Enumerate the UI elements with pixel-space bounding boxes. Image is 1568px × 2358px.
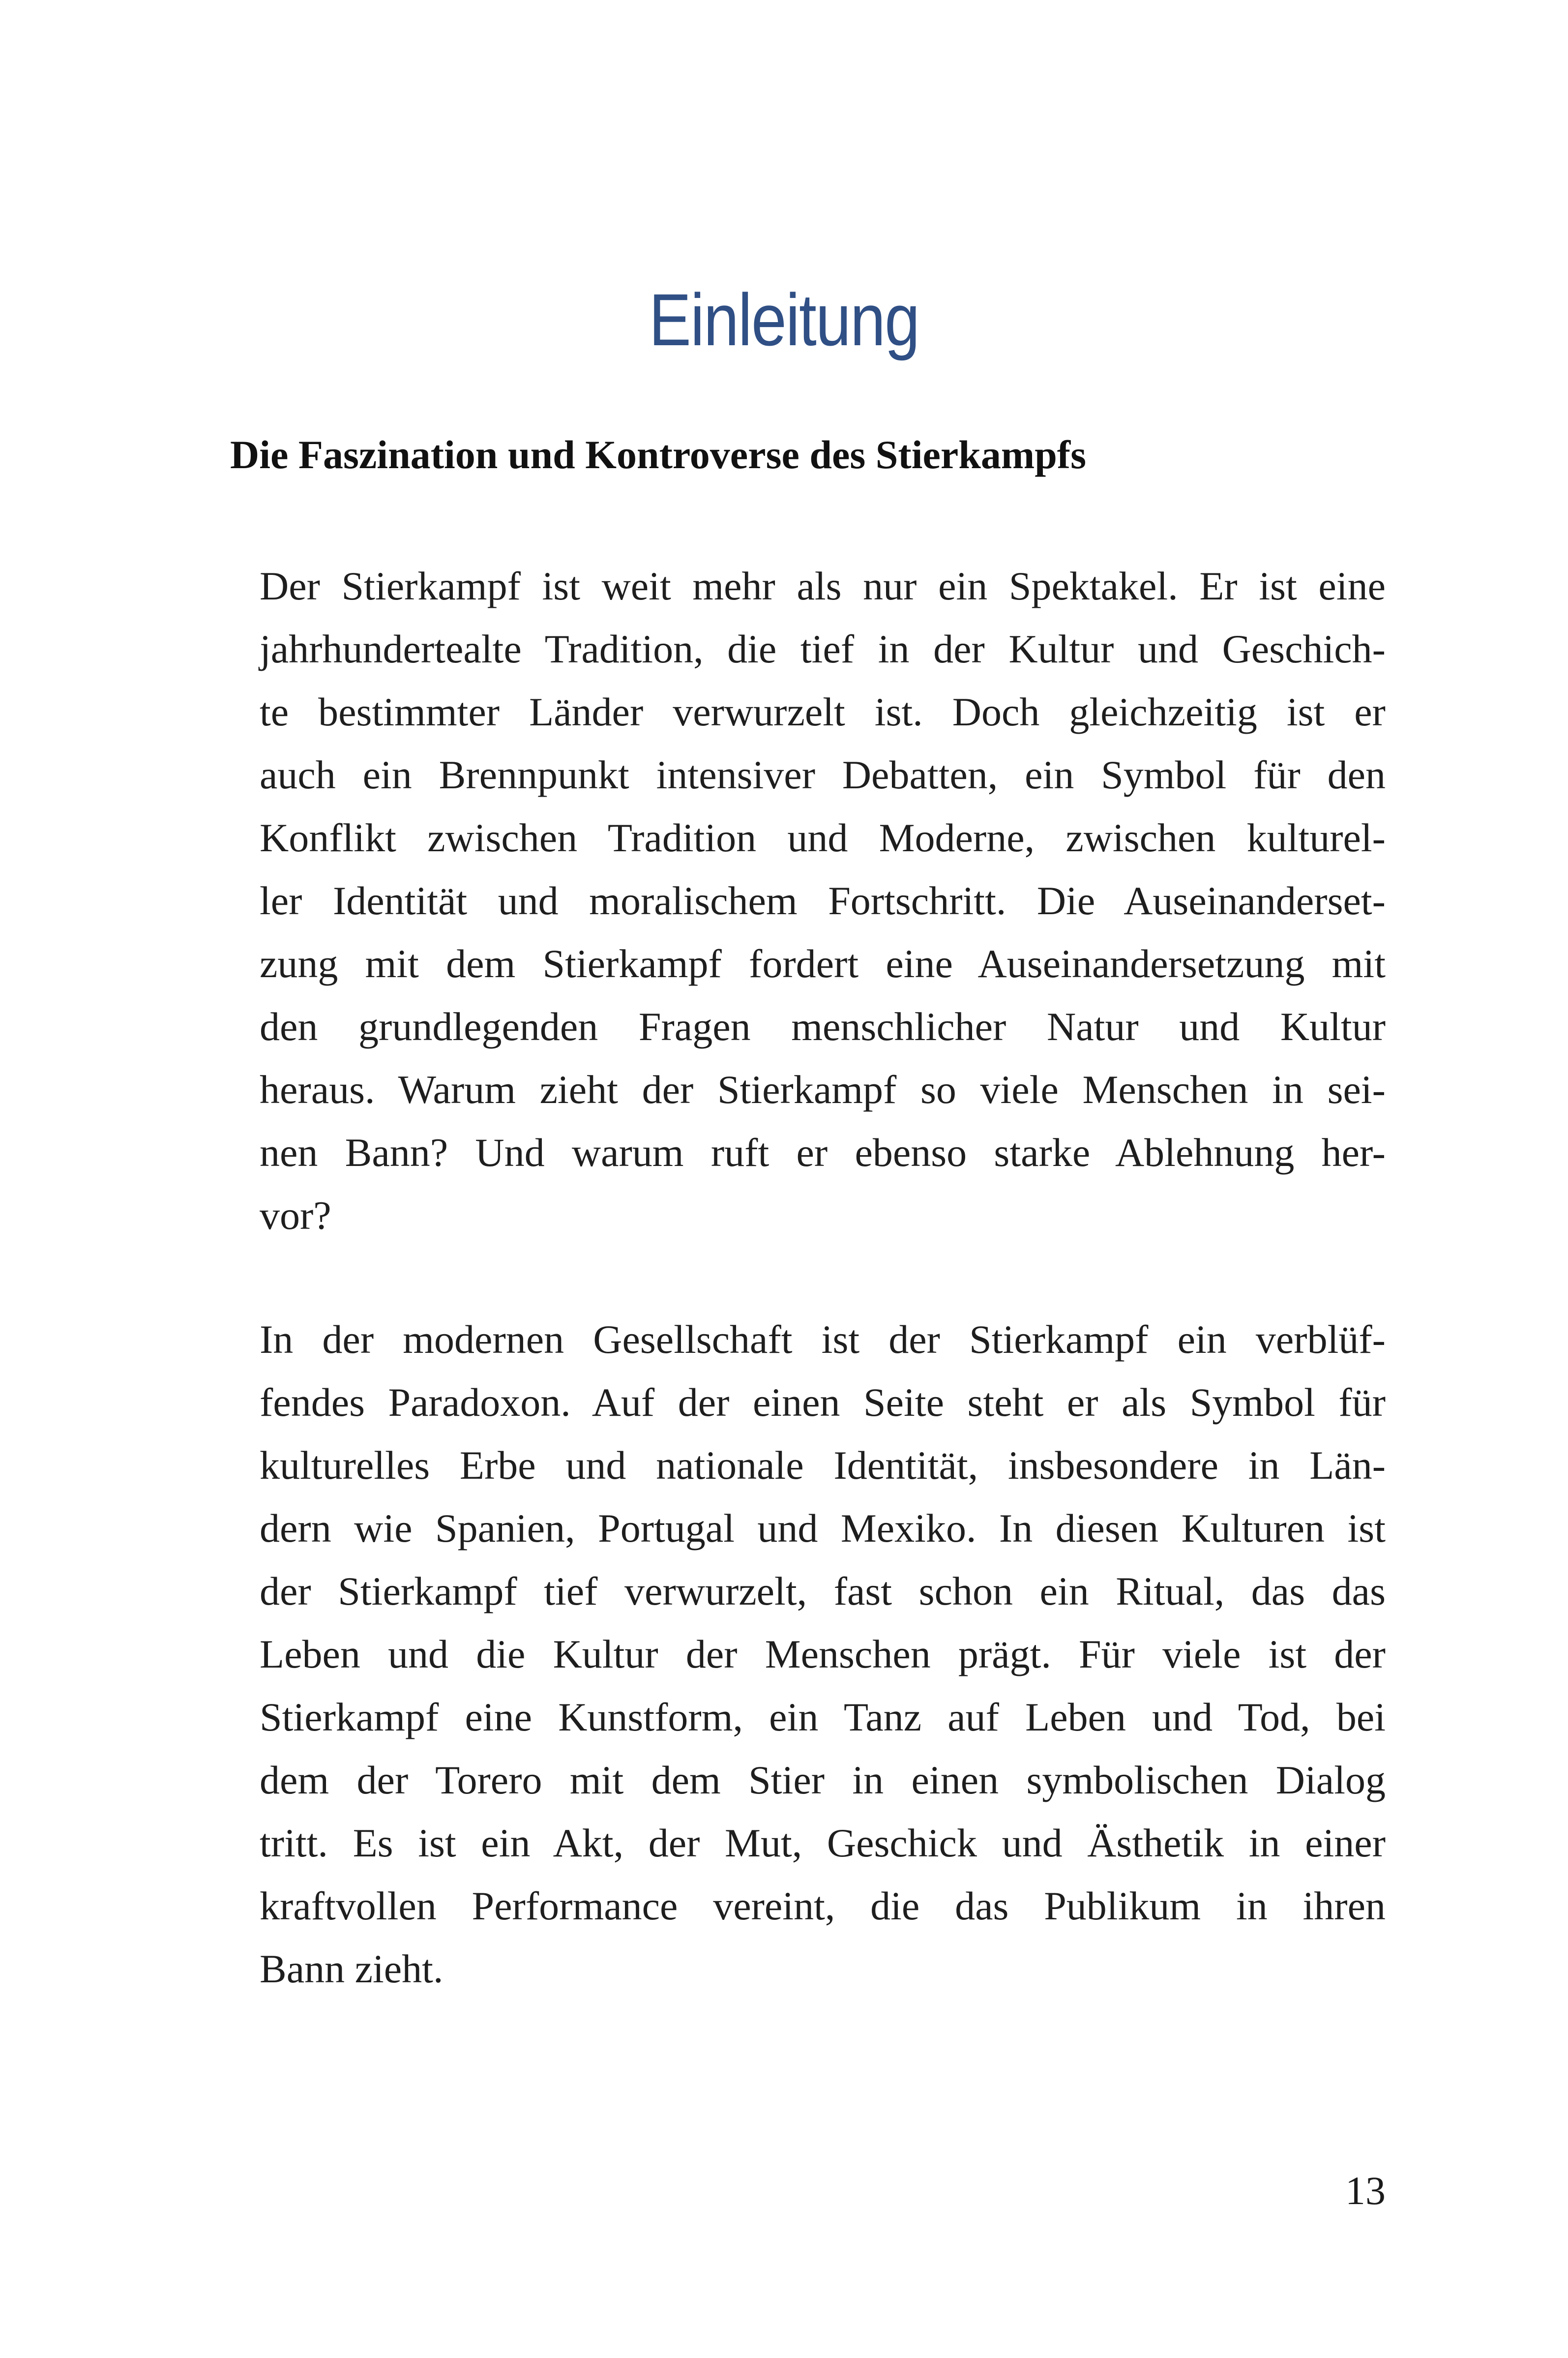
paragraph-line: nen Bann? Und warum ruft er ebenso starke Ablehnung her- (260, 1130, 1386, 1175)
paragraph-line: den grundlegenden Fragen menschlicher Natur und Kultur (260, 1004, 1386, 1049)
paragraph-line: tritt. Es ist ein Akt, der Mut, Geschick und Ästhetik in einer (260, 1821, 1386, 1865)
paragraph-line: Konflikt zwischen Tradition und Moderne, zwischen kulturel- (260, 815, 1386, 860)
paragraph-line: te bestimmter Länder verwurzelt ist. Doch gleichzeitig ist er (260, 689, 1386, 734)
paragraph-line: Der Stierkampf ist weit mehr als nur ein Spektakel. Er ist eine (260, 564, 1386, 608)
paragraph-1 (230, 555, 1386, 1247)
chapter-title: Einleitung (649, 278, 919, 361)
paragraph-line: kulturelles Erbe und nationale Identität, insbesondere in Län- (260, 1443, 1386, 1488)
paragraph-line: zung mit dem Stierkampf fordert eine Auseinandersetzung mit (260, 941, 1386, 986)
paragraph-line: kraftvollen Performance vereint, die das Publikum in ihren (260, 1883, 1386, 1928)
paragraph-line: jahrhundertealte Tradition, die tief in der Kultur und Geschich- (260, 627, 1386, 671)
paragraph-line: dem der Torero mit dem Stier in einen symbolischen Dialog (260, 1758, 1386, 1802)
paragraph-line: heraus. Warum zieht der Stierkampf so viele Menschen in sei- (260, 1067, 1386, 1112)
section-heading: Die Faszination und Kontroverse des Stierkampfs (230, 432, 1087, 477)
paragraph-line: fendes Paradoxon. Auf der einen Seite steht er als Symbol für (260, 1380, 1386, 1425)
page-number: 13 (1345, 2168, 1386, 2213)
paragraph-line: der Stierkampf tief verwurzelt, fast schon ein Ritual, das das (260, 1569, 1386, 1613)
paragraph-line: Bann zieht. (260, 1946, 444, 1991)
paragraph-line: ler Identität und moralischem Fortschritt. Die Auseinanderset- (260, 878, 1386, 923)
paragraph-line: Stierkampf eine Kunstform, ein Tanz auf Leben und Tod, bei (260, 1695, 1386, 1739)
paragraph-line: auch ein Brennpunkt intensiver Debatten, ein Symbol für den (260, 752, 1386, 797)
paragraph-line: dern wie Spanien, Portugal und Mexiko. In diesen Kulturen ist (260, 1506, 1386, 1551)
paragraph-line: vor? (260, 1193, 331, 1238)
paragraph-line: In der modernen Gesellschaft ist der Stierkampf ein verblüf- (260, 1317, 1386, 1362)
paragraph-line: Leben und die Kultur der Menschen prägt. Für viele ist der (260, 1632, 1386, 1676)
paragraph-2 (230, 1308, 1386, 2000)
